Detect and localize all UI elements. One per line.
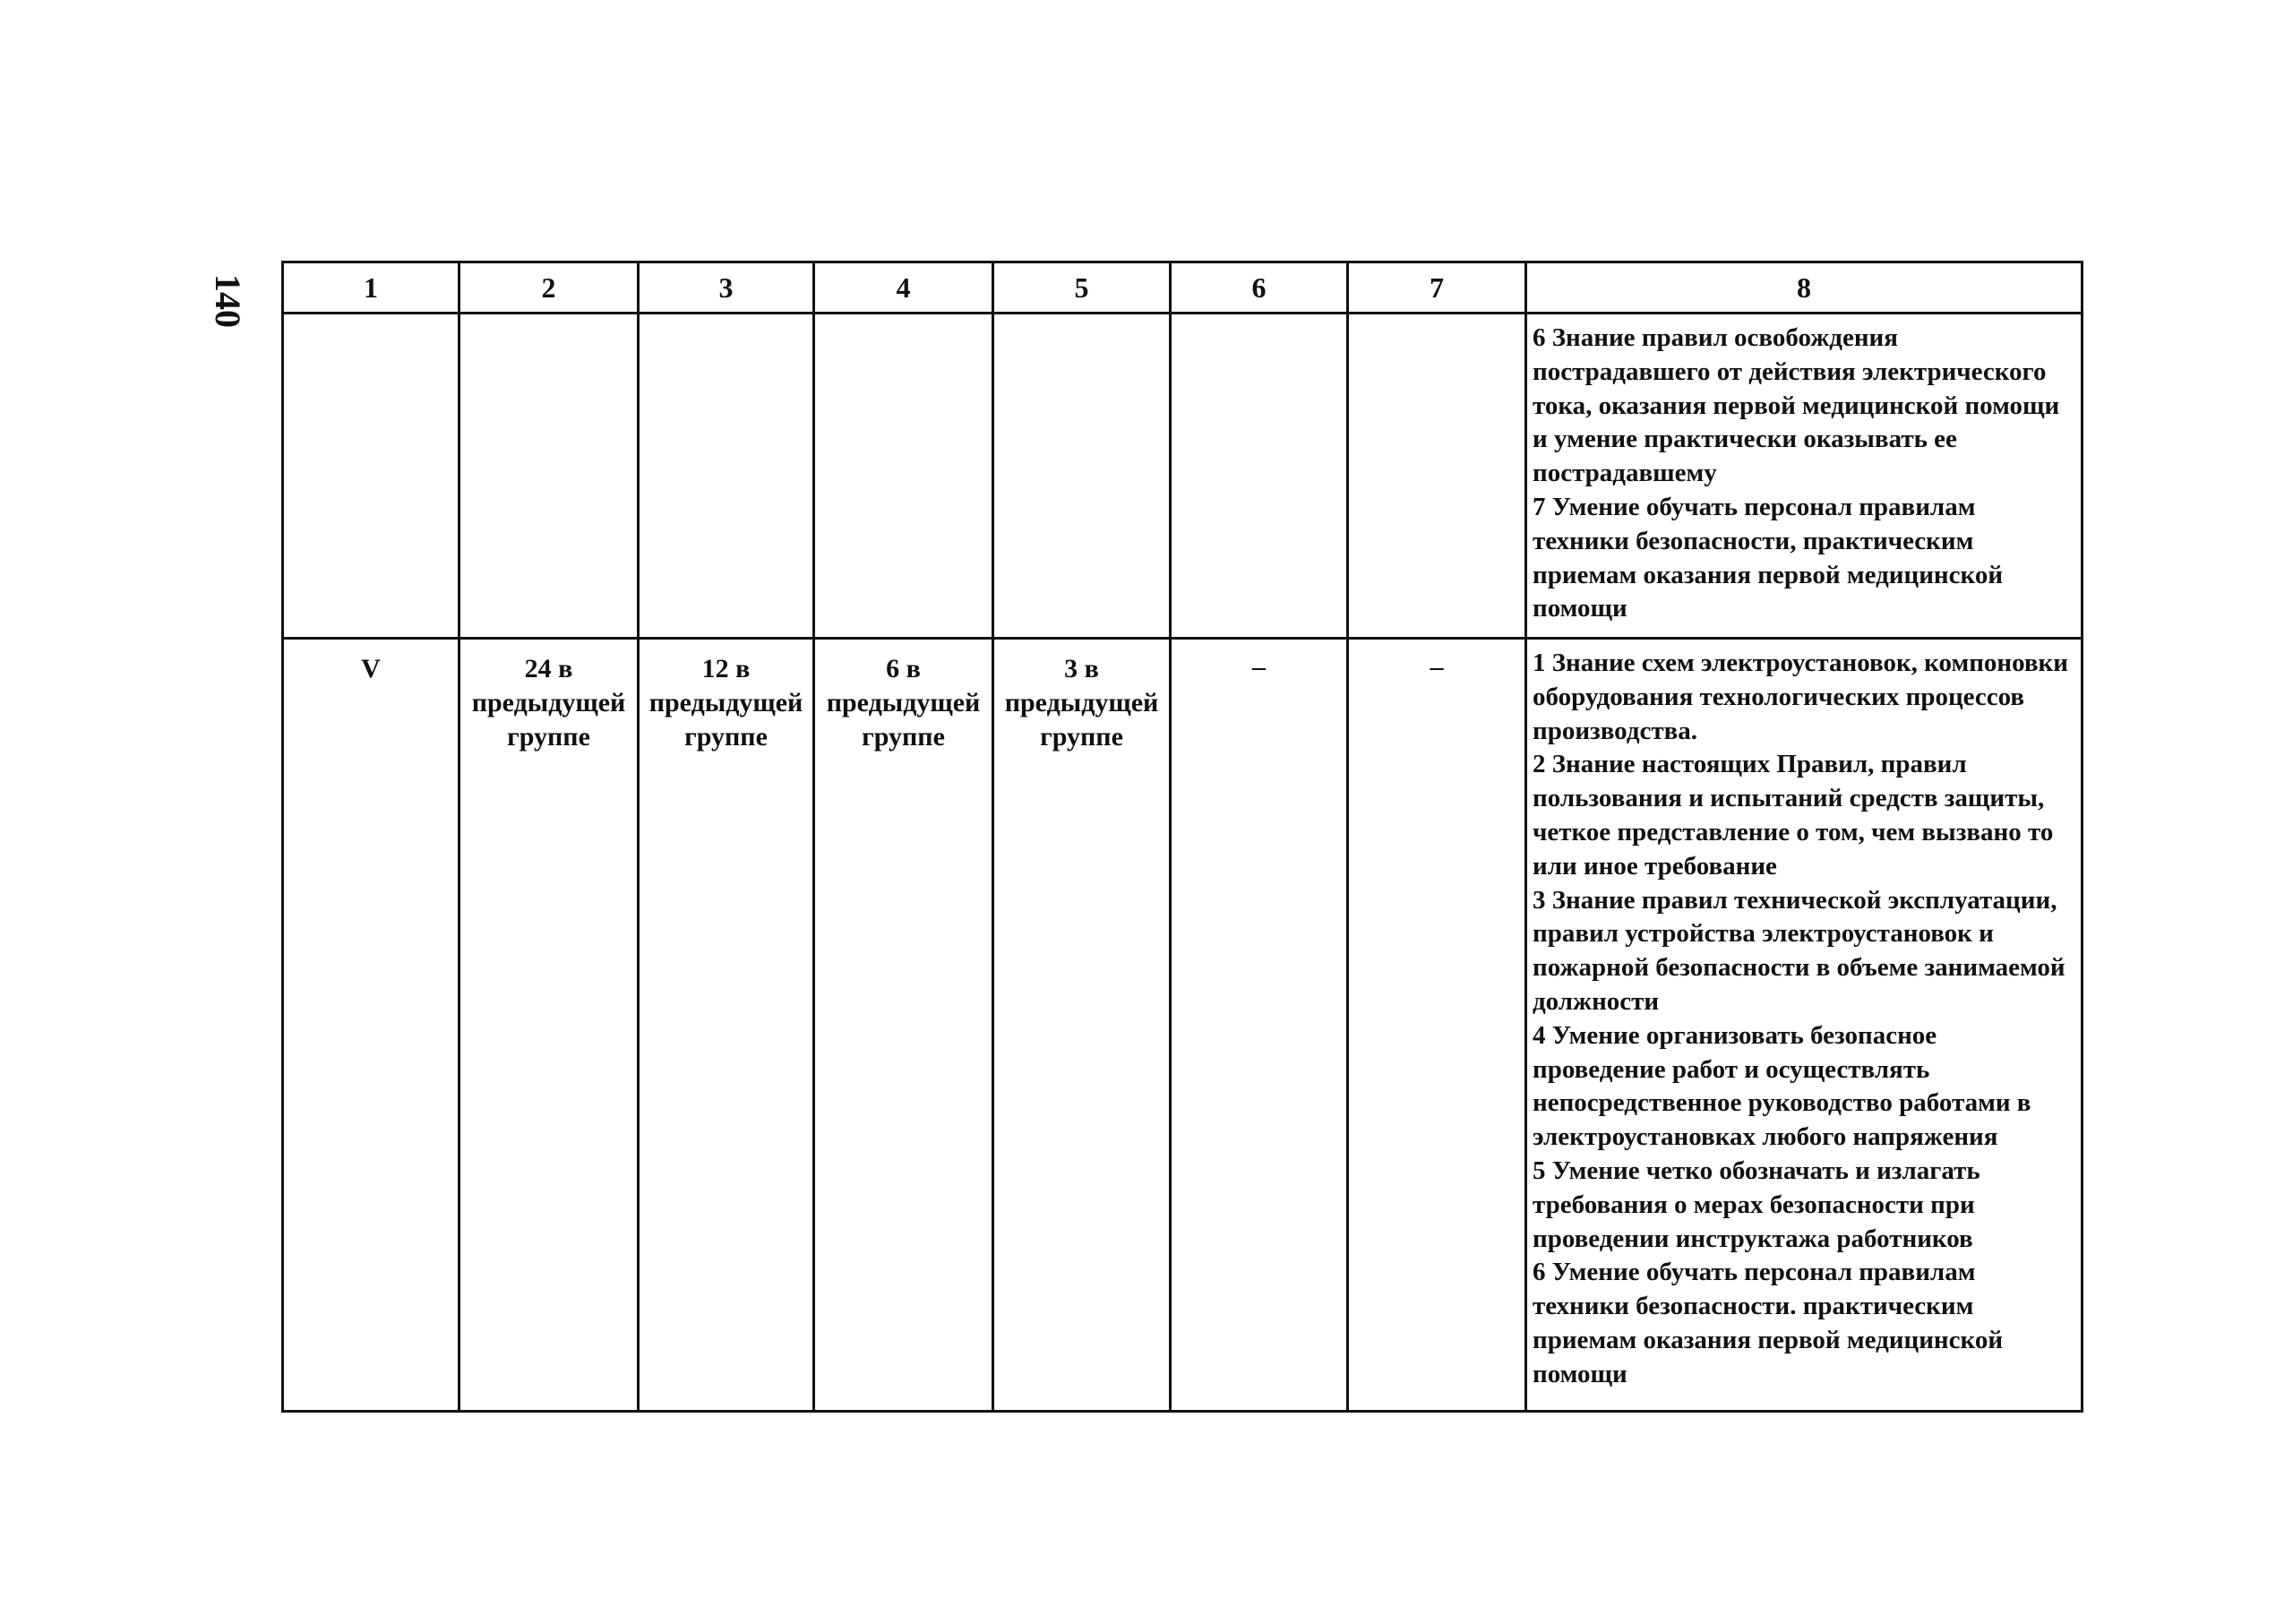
header-col-8: 8 [1526,262,2083,314]
requirement-item: 1 Знание схем электроустановок, компоновки оборудования технологических процессов производства. [1533,649,2068,745]
header-col-4: 4 [814,262,993,314]
page-number: 140 [208,274,248,328]
cell-col-6 [1171,314,1348,639]
requirement-item: 6 Знание правил освобождения пострадавшего от действия электрического тока, оказания первой медицинской помощи и умение практически оказывать ее пострадавшему [1533,323,2060,488]
table-row-continued [283,314,2083,639]
table-header-row [283,262,2083,314]
header-col-6: 6 [1171,262,1348,314]
header-col-5: 5 [993,262,1171,314]
header-col-1: 1 [283,262,459,314]
requirement-item: 5 Умение четко обозначать и излагать требования о мерах безопасности при проведении инструктажа работников [1533,1156,1980,1253]
dash-cell-col-7: – [1348,639,1526,1412]
period-cell-col-2: 24 в предыдущей группе [459,639,639,1412]
cell-col-4 [814,314,993,639]
header-col-2: 2 [459,262,639,314]
period-cell-col-3: 12 в предыдущей группе [639,639,814,1412]
period-cell-col-4: 6 в предыдущей группе [814,639,993,1412]
group-cell: V [283,639,459,1412]
cell-col-3 [639,314,814,639]
header-col-3: 3 [639,262,814,314]
requirement-item: 2 Знание настоящих Правил, правил пользования и испытаний средств защиты, четкое представление о том, чем вызвано то или иное требование [1533,750,2054,881]
dash-cell-col-6: – [1171,639,1348,1412]
cell-col-2 [459,314,639,639]
cell-col-7 [1348,314,1526,639]
qualification-table [281,261,2083,1413]
requirement-item: 7 Умение обучать персонал правилам техники безопасности, практическим приемам оказания первой медицинской помощи [1533,492,2004,623]
period-cell-col-5: 3 в предыдущей группе [993,639,1171,1412]
requirement-item: 3 Знание правил технической эксплуатации, правил устройства электроустановок и пожарной безопасности в объеме занимаемой должности [1533,885,2065,1016]
requirements-cell [1526,639,2083,1412]
requirement-item: 6 Умение обучать персонал правилам техники безопасности. практическим приемам оказания первой медицинской помощи [1533,1258,2004,1388]
requirements-cell [1526,314,2083,639]
cell-col-5 [993,314,1171,639]
requirement-item: 4 Умение организовать безопасное проведение работ и осуществлять непосредственное руководство работами в электроустановках любого напряжения [1533,1020,2031,1152]
header-col-7: 7 [1348,262,1526,314]
cell-col-1 [283,314,459,639]
table-row-group-v [283,639,2083,1412]
